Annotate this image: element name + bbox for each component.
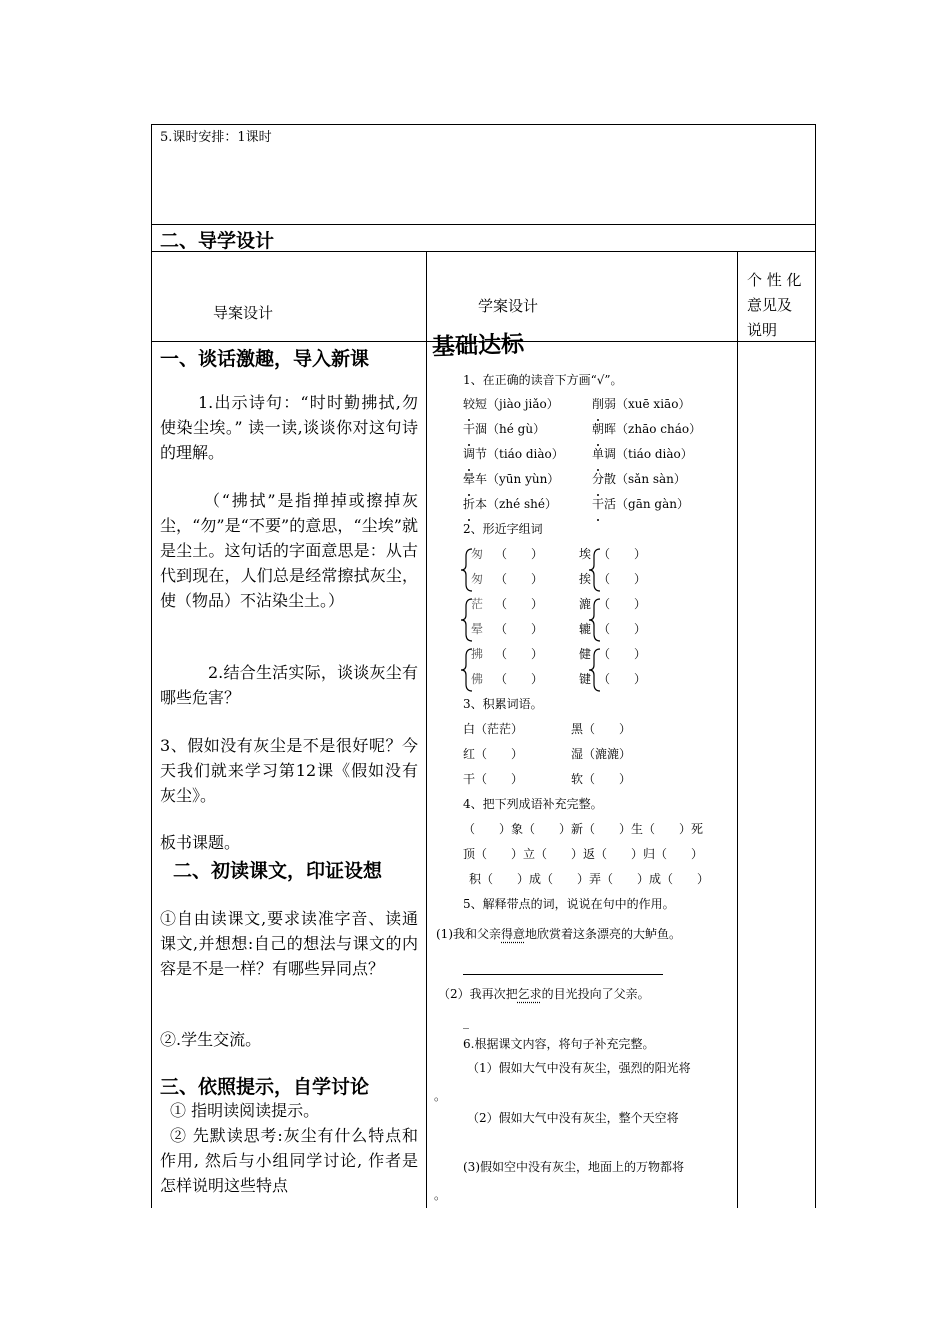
sentence-2-end: 的目光投向了父亲。 bbox=[541, 987, 650, 1001]
pair-blank: （ ） bbox=[495, 597, 544, 611]
word-item: 红（ ） bbox=[463, 747, 524, 761]
answer-dash: _ bbox=[463, 1015, 469, 1029]
brace-icon bbox=[588, 548, 602, 592]
pair-char: 埃 bbox=[579, 547, 592, 561]
pinyin-text: 调（tiáo diào） bbox=[604, 447, 693, 461]
table-left-border bbox=[151, 124, 152, 1208]
fill-sentence-3: (3)假如空中没有灰尘，地面上的万物都将 bbox=[463, 1160, 684, 1174]
pinyin-row bbox=[592, 442, 693, 467]
dotted-char: 朝 bbox=[592, 417, 604, 442]
pinyin-text: 短（jiào jiǎo） bbox=[475, 397, 559, 411]
left-block-3 bbox=[160, 660, 418, 710]
left-paragraph-3: 2.结合生活实际，谈谈灰尘有哪些危害？ bbox=[160, 663, 418, 707]
fill-sentence-2: （2）假如大气中没有灰尘，整个天空将 bbox=[467, 1111, 679, 1125]
left-paragraph-8: ① 指明读阅读提示。 bbox=[170, 1101, 320, 1120]
pair-blank: （ ） bbox=[598, 622, 647, 636]
pair-char: 键 bbox=[579, 672, 592, 686]
basic-banner: 基础达标 bbox=[431, 330, 525, 361]
pair-blank: （ ） bbox=[495, 622, 544, 636]
pair-char: 佛 bbox=[471, 672, 484, 686]
question-4: 4、把下列成语补充完整。 bbox=[463, 797, 603, 811]
course-time: 5.课时安排：1课时 bbox=[160, 130, 272, 145]
left-paragraph-5: 板书课题。 bbox=[160, 833, 241, 852]
row-divider-1 bbox=[151, 224, 816, 225]
dotted-char: 较 bbox=[463, 392, 475, 417]
question-2: 2、形近字组词 bbox=[463, 522, 543, 536]
question-3: 3、积累词语。 bbox=[463, 697, 543, 711]
pinyin-row bbox=[463, 492, 557, 517]
dotted-word: 乞求 bbox=[517, 987, 542, 1001]
pinyin-row bbox=[463, 467, 559, 492]
dotted-char: 干 bbox=[463, 417, 475, 442]
header-notes-2: 意见及 bbox=[747, 296, 793, 314]
left-paragraph-1: 1.出示诗句：“时时勤拂拭,勿使染尘埃。” 读一读,谈谈你对这句诗的理解。 bbox=[160, 393, 418, 462]
fill-sentence-1: （1）假如大气中没有灰尘，强烈的阳光将 bbox=[467, 1061, 691, 1075]
pair-char: 漉 bbox=[579, 597, 592, 611]
left-heading-2: 二、初读课文，印证设想 bbox=[173, 860, 383, 882]
word-item: 湿（漉漉） bbox=[571, 747, 632, 761]
pinyin-row bbox=[592, 467, 686, 492]
sentence-1 bbox=[436, 922, 681, 947]
left-heading-1: 一、谈话激趣，导入新课 bbox=[160, 348, 370, 370]
sentence-1-start: (1)我和父亲 bbox=[436, 927, 501, 941]
fill-period: 。 bbox=[434, 1089, 447, 1103]
dotted-word: 得意 bbox=[501, 927, 526, 941]
pinyin-text: 节（tiáo diào） bbox=[475, 447, 564, 461]
brace-icon bbox=[460, 598, 474, 642]
question-5: 5、解释带点的词，说说在句中的作用。 bbox=[463, 897, 675, 911]
dotted-char: 单 bbox=[592, 442, 604, 467]
left-paragraph-4: 3、假如没有灰尘是不是很好呢？今天我们就来学习第12课《假如没有灰尘》。 bbox=[160, 736, 418, 805]
left-block-6 bbox=[160, 906, 418, 981]
pair-blank: （ ） bbox=[598, 572, 647, 586]
pair-blank: （ ） bbox=[495, 547, 544, 561]
pair-blank: （ ） bbox=[495, 572, 544, 586]
pair-char: 辘 bbox=[579, 622, 592, 636]
sentence-2-start: （2）我再次把 bbox=[438, 987, 518, 1001]
left-block-1 bbox=[160, 390, 418, 465]
pair-char: 挨 bbox=[579, 572, 592, 586]
dotted-char: 干 bbox=[592, 492, 604, 517]
pair-blank: （ ） bbox=[598, 647, 647, 661]
dotted-char: 折 bbox=[463, 492, 475, 517]
pair-blank: （ ） bbox=[598, 597, 647, 611]
pinyin-row bbox=[463, 392, 559, 417]
sentence-1-end: 地欣赏着这条漂亮的大鲈鱼。 bbox=[525, 927, 682, 941]
pinyin-text: 弱（xuē xiāo） bbox=[604, 397, 691, 411]
brace-icon bbox=[460, 548, 474, 592]
section-title: 二、导学设计 bbox=[160, 230, 275, 252]
header-guide: 导案设计 bbox=[213, 304, 274, 322]
pinyin-text: 晖（zhāo cháo） bbox=[604, 422, 702, 436]
pinyin-text: 本（zhé shé） bbox=[475, 497, 557, 511]
header-notes-3: 说明 bbox=[747, 321, 778, 339]
pair-blank: （ ） bbox=[598, 672, 647, 686]
left-block-9 bbox=[160, 1123, 418, 1208]
table-right-border bbox=[815, 124, 816, 1208]
pair-char: 匆 bbox=[471, 547, 484, 561]
word-item: 白（茫茫） bbox=[463, 722, 524, 736]
dotted-char: 分 bbox=[592, 467, 604, 492]
left-block-2 bbox=[160, 488, 418, 613]
brace-icon bbox=[588, 648, 602, 692]
pinyin-row bbox=[463, 442, 564, 467]
brace-icon bbox=[588, 598, 602, 642]
word-item: 软（ ） bbox=[571, 772, 632, 786]
left-paragraph-6: ①自由读课文,要求读准字音、读通课文,并想想:自己的想法与课文的内容是不是一样？有哪些异同点？ bbox=[160, 909, 418, 978]
word-item: 黑（ ） bbox=[571, 722, 632, 736]
pinyin-text: 散（sǎn sàn） bbox=[604, 472, 686, 486]
pair-blank: （ ） bbox=[495, 672, 544, 686]
pair-char: 健 bbox=[579, 647, 592, 661]
left-heading-3: 三、依照提示，自学讨论 bbox=[160, 1076, 370, 1098]
question-6: 6.根据课文内容，将句子补充完整。 bbox=[463, 1037, 655, 1051]
column-divider-2 bbox=[737, 251, 738, 1208]
header-study: 学案设计 bbox=[478, 297, 539, 315]
pair-blank: （ ） bbox=[495, 647, 544, 661]
pinyin-text: 活（gān gàn） bbox=[604, 497, 689, 511]
dotted-char: 调 bbox=[463, 442, 475, 467]
question-1: 1、在正确的读音下方画“√”。 bbox=[463, 373, 623, 387]
left-paragraph-9: ② 先默读思考:灰尘有什么特点和作用, 然后与小组同学讨论, 作者是怎样说明这些特点 bbox=[160, 1126, 418, 1195]
pinyin-row bbox=[463, 417, 545, 442]
left-block-4 bbox=[160, 733, 418, 808]
pinyin-row bbox=[592, 417, 701, 442]
left-block-5 bbox=[160, 830, 418, 855]
pinyin-row bbox=[592, 392, 690, 417]
header-notes-1: 个 性 化 bbox=[747, 271, 802, 289]
answer-line bbox=[463, 974, 663, 975]
left-block-8 bbox=[160, 1098, 418, 1123]
brace-icon bbox=[460, 648, 474, 692]
left-paragraph-2: （“拂拭”是指掸掉或擦掉灰尘，“勿”是“不要”的意思，“尘埃”就是尘土。这句话的字面意思是：从古代到现在，人们总是经常擦拭灰尘，使（物品）不沾染尘土。） bbox=[160, 491, 418, 610]
idiom-row: 积（ ）成（ ）弄（ ）成（ ） bbox=[469, 872, 710, 886]
pair-char: 茫 bbox=[471, 597, 484, 611]
word-item: 干（ ） bbox=[463, 772, 524, 786]
idiom-row: （ ）象（ ）新（ ）生（ ）死 bbox=[463, 822, 704, 836]
pair-char: 匆 bbox=[471, 572, 484, 586]
pair-char: 晕 bbox=[471, 622, 484, 636]
left-paragraph-7: ②.学生交流。 bbox=[160, 1030, 262, 1049]
dotted-char: 削 bbox=[592, 392, 604, 417]
pair-char: 拂 bbox=[471, 647, 484, 661]
pinyin-row bbox=[592, 492, 689, 517]
left-block-7 bbox=[160, 1027, 418, 1052]
dotted-char: 晕 bbox=[463, 467, 475, 492]
pinyin-text: 涸（hé gù） bbox=[475, 422, 546, 436]
pair-blank: （ ） bbox=[598, 547, 647, 561]
idiom-row: 顶（ ）立（ ）返（ ）归（ ） bbox=[463, 847, 704, 861]
sentence-2 bbox=[438, 982, 650, 1007]
fill-period: 。 bbox=[434, 1188, 447, 1202]
column-divider-1 bbox=[426, 251, 427, 1208]
pinyin-text: 车（yūn yùn） bbox=[475, 472, 560, 486]
